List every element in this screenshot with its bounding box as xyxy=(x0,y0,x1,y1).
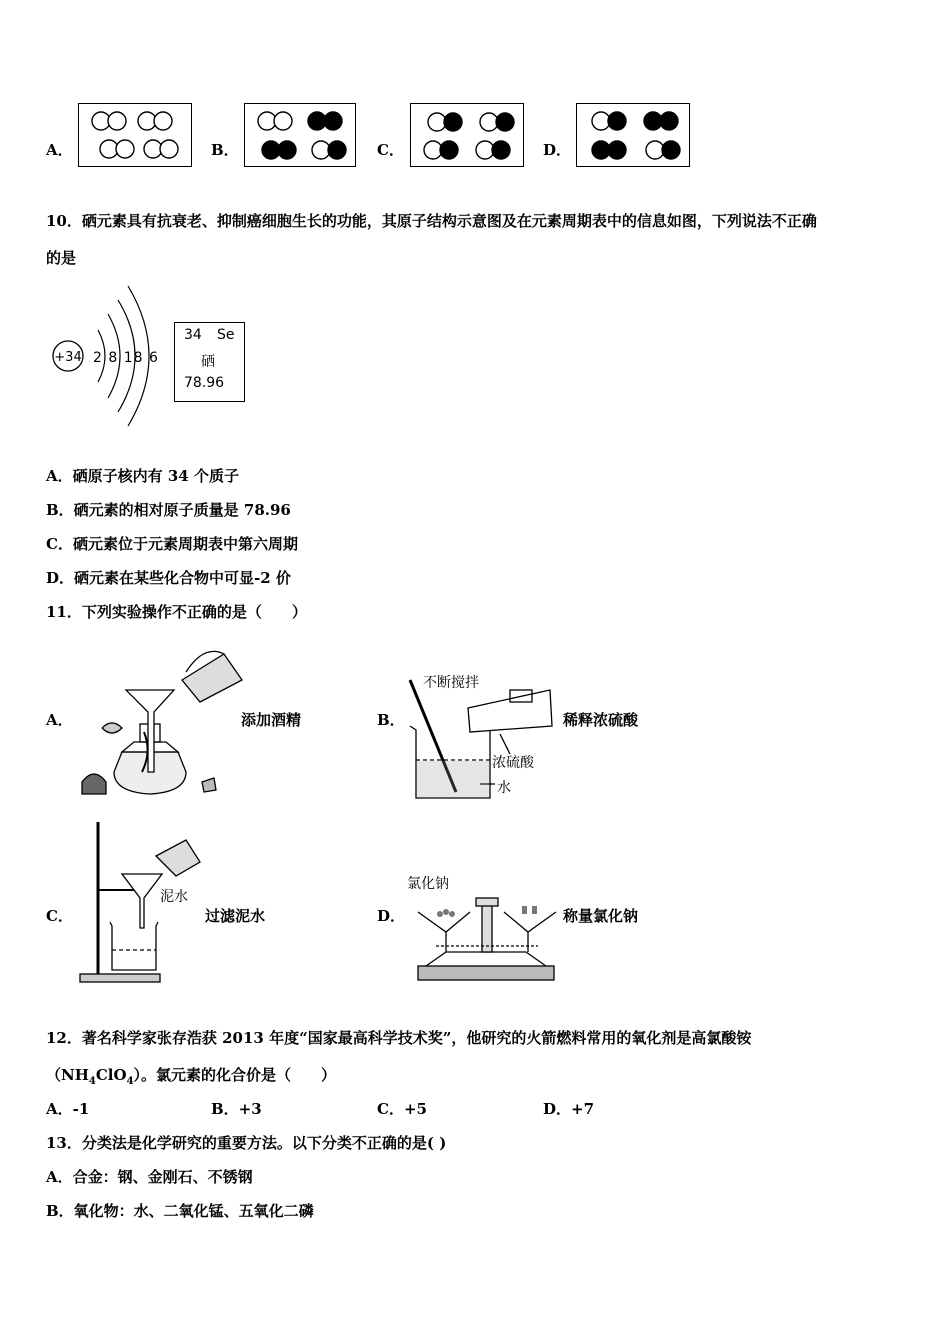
q10-stem-line2: 的是 xyxy=(46,249,77,267)
q10-option-c: C．硒元素位于元素周期表中第六周期 xyxy=(46,535,298,553)
q11-option-d-caption: 称量氯化钠 xyxy=(563,907,639,925)
nucleus-charge: +34 xyxy=(54,350,82,365)
q11-option-a-letter: A． xyxy=(46,711,73,729)
q10-stem-line1: 10．硒元素具有抗衰老、抑制癌细胞生长的功能，其原子结构示意图及在元素周期表中的信息如图，下列说法不正确 xyxy=(46,212,817,230)
q12-option-b: B．+3 xyxy=(211,1100,262,1118)
electron-shell-counts: 2 8 18 6 xyxy=(93,350,159,366)
q9-option-a-letter: A． xyxy=(46,141,73,159)
q11-stem: 11．下列实验操作不正确的是（ ） xyxy=(46,603,307,621)
particle-model-b xyxy=(245,104,355,166)
q12-option-c: C．+5 xyxy=(377,1100,427,1118)
q12-option-a: A．-1 xyxy=(46,1100,90,1118)
water-label: 水 xyxy=(497,780,511,796)
q11-option-b-letter: B． xyxy=(377,711,405,729)
stir-label: 不断搅拌 xyxy=(423,675,479,691)
q9-option-c-diagram xyxy=(410,103,524,167)
q11-option-c-letter: C． xyxy=(46,907,73,925)
particle-model-a xyxy=(79,104,191,166)
q9-option-a-diagram xyxy=(78,103,192,167)
particle-model-d xyxy=(577,104,689,166)
atomic-mass: 78.96 xyxy=(184,375,225,391)
q10-option-a: A．硒原子核内有 34 个质子 xyxy=(46,467,239,485)
q11-option-c-caption: 过滤泥水 xyxy=(205,907,266,925)
q11-option-a-caption: 添加酒精 xyxy=(241,711,302,729)
particle-model-c xyxy=(411,104,523,166)
q9-option-d-letter: D． xyxy=(543,141,572,159)
q9-option-b-letter: B． xyxy=(211,141,239,159)
sodium-chloride-label: 氯化钠 xyxy=(407,876,449,892)
q10-option-b: B．硒元素的相对原子质量是 78.96 xyxy=(46,501,291,519)
q12-option-d: D．+7 xyxy=(543,1100,595,1118)
q13-stem: 13．分类法是化学研究的重要方法。以下分类不正确的是( ) xyxy=(46,1134,447,1152)
element-symbol: Se xyxy=(217,327,235,343)
q12-stem-line2: $(NH_4ClO_4)$。氯元素的化合价是（ ） xyxy=(46,1066,337,1087)
muddy-water-label: 泥水 xyxy=(160,889,188,905)
q10-option-d: D．硒元素在某些化合物中可显-2 价 xyxy=(46,569,291,587)
q9-option-c-letter: C． xyxy=(377,141,404,159)
selenium-atom-structure-diagram xyxy=(46,280,166,430)
q13-option-b: B．氧化物：水、二氧化锰、五氧化二磷 xyxy=(46,1202,314,1220)
q9-option-d-diagram xyxy=(576,103,690,167)
conc-acid-label: 浓硫酸 xyxy=(492,755,534,771)
periodic-table-cell-selenium xyxy=(174,322,245,402)
atomic-number: 34 xyxy=(184,327,202,343)
q12-stem-line1: 12．著名科学家张存浩获 2013 年度“国家最高科学技术奖”，他研究的火箭燃料常用的氧化剂是高氯酸铵 xyxy=(46,1029,752,1047)
alcohol-lamp-illustration xyxy=(74,632,254,802)
q9-option-b-diagram xyxy=(244,103,356,167)
element-name: 硒 xyxy=(201,354,215,370)
q13-option-a: A．合金：钢、金刚石、不锈钢 xyxy=(46,1168,253,1186)
q11-option-b-caption: 稀释浓硫酸 xyxy=(563,711,639,729)
q11-option-d-letter: D． xyxy=(377,907,406,925)
